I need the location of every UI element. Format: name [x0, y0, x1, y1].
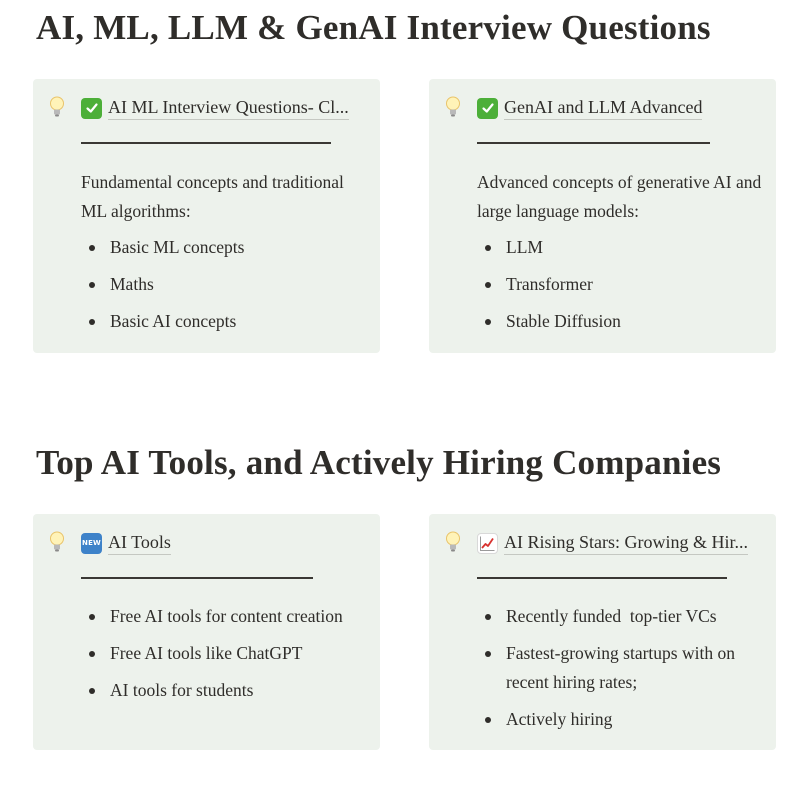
- bullet-list: [81, 602, 371, 713]
- light-bulb-icon: [443, 530, 463, 554]
- ai-ml-interview-questions-link[interactable]: [81, 94, 349, 122]
- bullet-dot: [89, 688, 95, 694]
- light-bulb-icon: [47, 95, 67, 119]
- divider: [477, 577, 727, 579]
- bullet-list: [477, 602, 762, 742]
- bullet-dot: [89, 614, 95, 620]
- bullet-dot: [89, 319, 95, 325]
- bullet-dot: [89, 245, 95, 251]
- light-bulb-icon: [443, 95, 463, 119]
- bullet-dot: [89, 282, 95, 288]
- check-mark-icon: [81, 98, 102, 119]
- bullet-dot: [89, 651, 95, 657]
- card-description: Fundamental concepts and traditional ML algorithms:: [81, 172, 344, 221]
- chart-increasing-icon: [477, 533, 498, 554]
- list-item: LLM: [477, 233, 767, 262]
- link-title: GenAI and LLM Advanced: [504, 96, 702, 120]
- list-item: Transformer: [477, 270, 767, 299]
- callout-card-ai-tools: [33, 514, 380, 750]
- bullet-list: [81, 233, 371, 344]
- section-title-interview-questions: AI, ML, LLM & GenAI Interview Questions: [36, 8, 711, 47]
- list-item: Stable Diffusion: [477, 307, 767, 336]
- divider: [477, 142, 710, 144]
- bullet-dot: [485, 717, 491, 723]
- list-item: Free AI tools like ChatGPT: [81, 639, 371, 668]
- check-mark-icon: [477, 98, 498, 119]
- callout-card-ai-ml: [33, 79, 380, 353]
- card-description: Advanced concepts of generative AI and large language models:: [477, 172, 762, 221]
- bullet-list: [477, 233, 767, 344]
- bullet-dot: [485, 282, 491, 288]
- list-item: Basic AI concepts: [81, 307, 371, 336]
- link-title: AI Tools: [108, 531, 171, 555]
- callout-card-ai-rising-stars: [429, 514, 776, 750]
- divider: [81, 577, 313, 579]
- list-item: Basic ML concepts: [81, 233, 371, 262]
- bullet-dot: [485, 245, 491, 251]
- ai-tools-link[interactable]: [81, 529, 171, 557]
- list-item: Recently funded top-tier VCs: [477, 602, 762, 631]
- bullet-dot: [485, 614, 491, 620]
- section-title-ai-tools-hiring: Top AI Tools, and Actively Hiring Companies: [36, 443, 722, 482]
- new-badge-icon: NEW: [81, 533, 102, 554]
- genai-llm-advanced-link[interactable]: [477, 94, 702, 122]
- list-item: Actively hiring: [477, 705, 762, 734]
- ai-rising-stars-link[interactable]: [477, 529, 748, 557]
- divider: [81, 142, 331, 144]
- link-title: AI Rising Stars: Growing & Hir...: [504, 531, 748, 555]
- list-item: Fastest-growing startups with on recent hiring rates;: [477, 639, 762, 697]
- light-bulb-icon: [47, 530, 67, 554]
- callout-card-genai-llm: [429, 79, 776, 353]
- list-item: Free AI tools for content creation: [81, 602, 371, 631]
- bullet-dot: [485, 651, 491, 657]
- list-item: AI tools for students: [81, 676, 371, 705]
- list-item: Maths: [81, 270, 371, 299]
- bullet-dot: [485, 319, 491, 325]
- link-title: AI ML Interview Questions- Cl...: [108, 96, 349, 120]
